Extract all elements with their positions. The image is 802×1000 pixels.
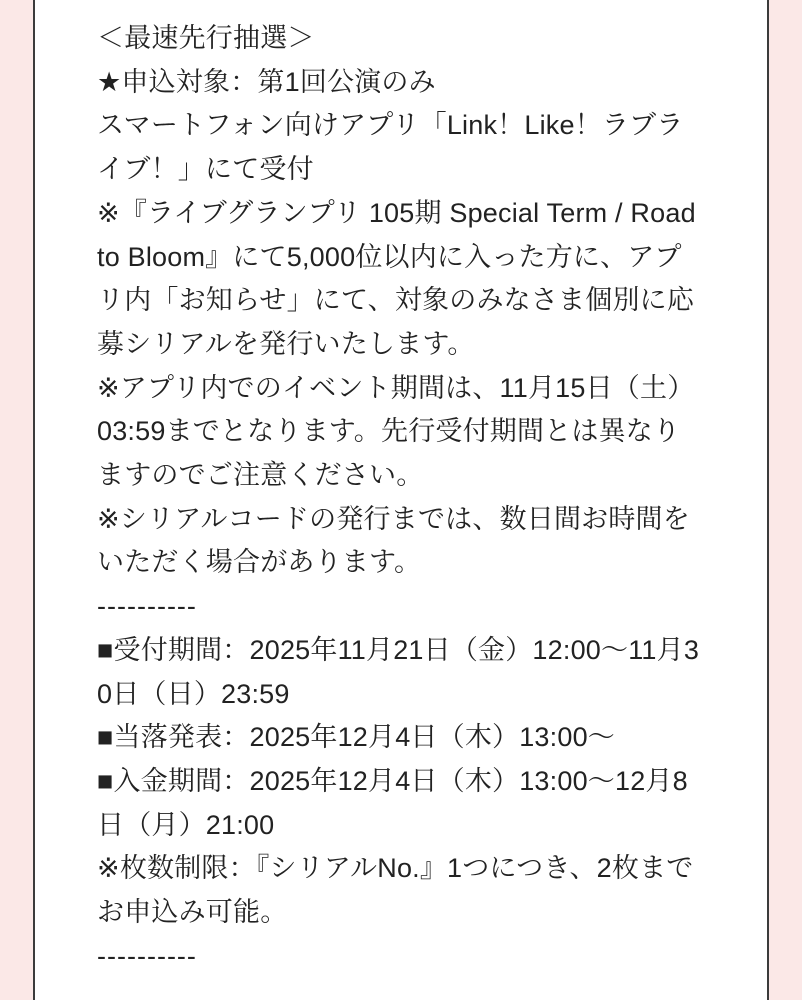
result-announcement-line: ■当落発表：2025年12月4日（木）13:00〜 [97,722,615,753]
ticket-limit-line: ※枚数制限：『シリアルNo.』1つにつき、2枚までお申込み可能。 [97,853,694,928]
reception-period-line: ■受付期間：2025年11月21日（金）12:00〜11月30日（日）23:59 [97,634,700,709]
note-event-period: ※アプリ内でのイベント期間は、11月15日（土）03:59までとなります。先行受付期間とは異なりますのでご注意ください。 [97,372,695,491]
content-card [33,0,769,1000]
section-title-fastest-advance-lottery: ＜最速先行抽選＞ [97,23,315,53]
note-serial-issue: ※『ライブグランプリ 105期 Special Term / Road to Bloom』にて5,000位以内に入った方に、アプリ内「お知らせ」にて、対象のみなさま個別に応募シリアルを発行いたします。 [97,197,696,359]
application-target-line: ★申込対象：第1回公演のみ [97,66,436,97]
application-method-line: スマートフォン向けアプリ「Link！Like！ラブライブ！」にて受付 [97,110,684,185]
payment-period-line: ■入金期間：2025年12月4日（木）13:00〜12月8日（月）21:00 [97,765,688,840]
note-serial-issue-timing: ※シリアルコードの発行までは、数日間お時間をいただく場合があります。 [97,503,690,578]
dashed-divider: ---------- [97,940,197,971]
event-info-text-block [35,0,767,978]
dashed-divider: ---------- [97,591,197,622]
